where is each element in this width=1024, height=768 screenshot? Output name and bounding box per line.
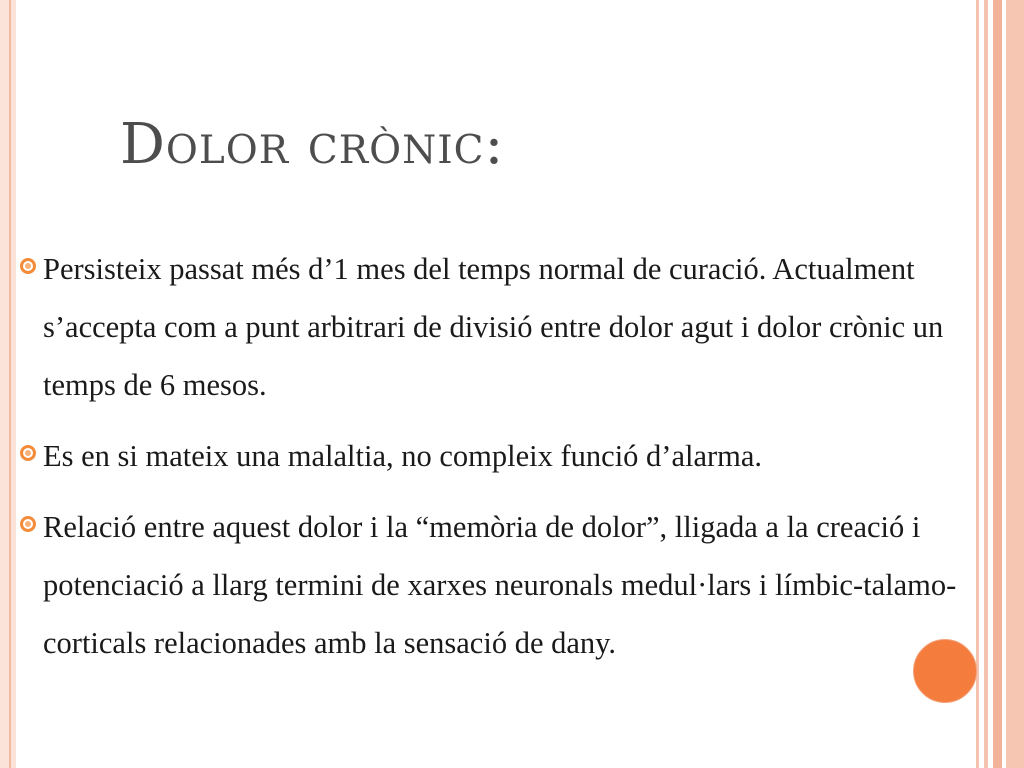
- circle-bullet-icon: [20, 445, 36, 461]
- right-stripe-2: [984, 0, 988, 768]
- slide-title: Dolor crònic:: [120, 112, 505, 177]
- bullet-list: [20, 240, 970, 685]
- right-stripe-4: [1006, 0, 1024, 768]
- bullet-text: Es en si mateix una malaltia, no compleix funció d’alarma.: [43, 439, 763, 473]
- right-border-decoration: [976, 0, 1024, 768]
- left-border-decoration: [0, 0, 16, 768]
- circle-bullet-icon: [20, 258, 36, 274]
- bullet-item: [20, 427, 970, 485]
- right-stripe-3: [993, 0, 1002, 768]
- bullet-text: Persisteix passat més d’1 mes del temps normal de curació. Actualment s’accepta com a punt arbitrari de divisió entre dolor agut i dolor crònic un temps de 6 mesos.: [43, 252, 944, 402]
- orange-circle-icon: [913, 639, 977, 703]
- bullet-item: [20, 240, 970, 414]
- bullet-item: [20, 498, 970, 672]
- circle-bullet-icon: [20, 516, 36, 532]
- bullet-text: Relació entre aquest dolor i la “memòria de dolor”, lligada a la creació i potenciació a llarg termini de xarxes neuronals medul·lars i límbic-talamo-corticals relacionades amb la sensació de dany.: [43, 510, 957, 660]
- right-stripe-1: [976, 0, 979, 768]
